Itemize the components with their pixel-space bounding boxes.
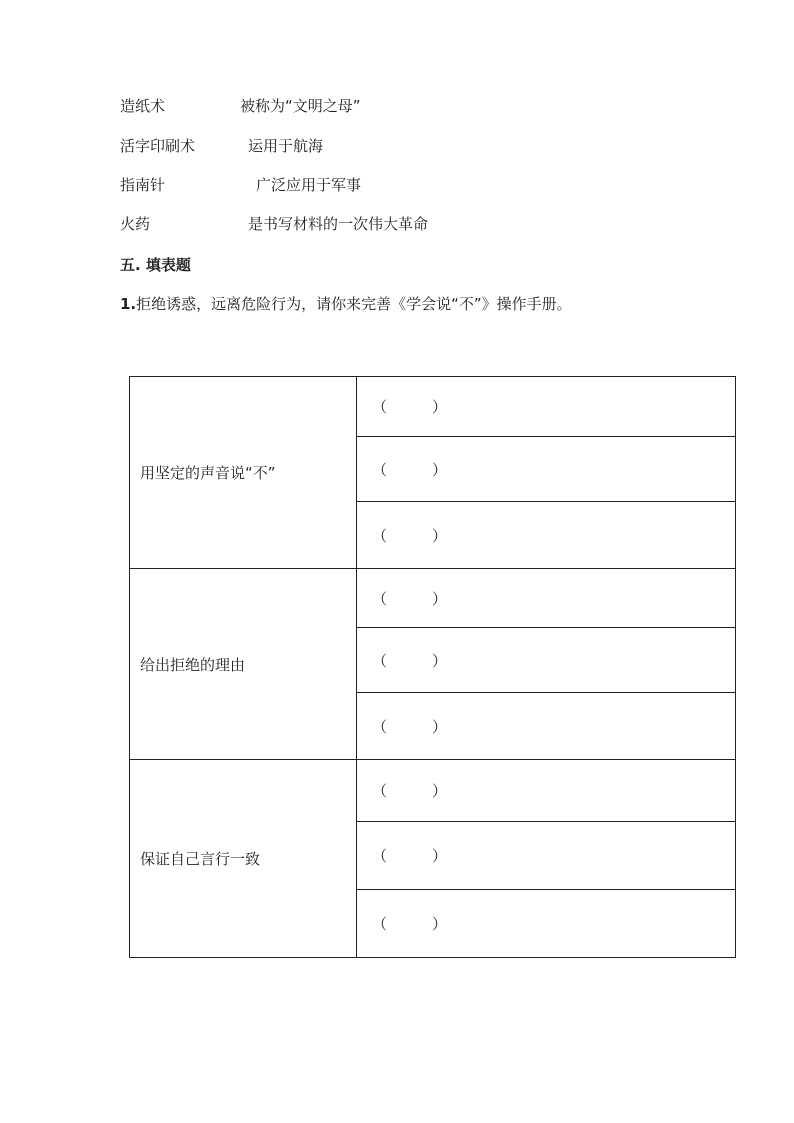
blank-cell[interactable] [357, 377, 736, 437]
blank-cell[interactable] [357, 693, 736, 760]
table-row [130, 569, 736, 628]
category-label: 保证自己言行一致 [140, 850, 261, 868]
blank-parentheses[interactable]: （ ） [372, 847, 448, 865]
category-label: 给出拒绝的理由 [140, 655, 246, 674]
match-description-2: 运用于航海 [248, 137, 324, 155]
blank-parentheses[interactable]: （ ） [372, 782, 448, 800]
table-row [130, 760, 736, 822]
category-label: 用坚定的声音说“不” [140, 464, 276, 482]
blank-parentheses[interactable]: （ ） [372, 460, 448, 479]
handbook-table [129, 376, 736, 958]
blank-parentheses[interactable]: （ ） [372, 526, 448, 545]
blank-parentheses[interactable]: （ ） [372, 398, 448, 416]
category-cell-3 [130, 760, 357, 958]
category-cell-2 [130, 569, 357, 760]
blank-cell[interactable] [357, 822, 736, 890]
section-title: 五. 填表题 [120, 256, 191, 274]
match-description-1: 被称为“文明之母” [240, 97, 361, 115]
blank-cell[interactable] [357, 437, 736, 502]
blank-cell[interactable] [357, 760, 736, 822]
blank-cell[interactable] [357, 890, 736, 958]
blank-cell[interactable] [357, 569, 736, 628]
match-description-3: 广泛应用于军事 [256, 176, 362, 194]
table-row [130, 377, 736, 437]
category-cell-1 [130, 377, 357, 569]
blank-parentheses[interactable]: （ ） [372, 915, 448, 933]
match-term-2: 活字印刷术 [120, 137, 196, 155]
blank-parentheses[interactable]: （ ） [372, 717, 448, 736]
match-description-4: 是书写材料的一次伟大革命 [248, 215, 429, 233]
question-text: 拒绝诱惑，远离危险行为，请你来完善《学会说“不”》操作手册。 [136, 295, 572, 313]
question-1 [120, 294, 572, 314]
match-term-1: 造纸术 [120, 97, 166, 115]
match-term-4: 火药 [120, 215, 151, 233]
match-term-3: 指南针 [120, 176, 166, 194]
blank-parentheses[interactable]: （ ） [372, 651, 448, 670]
blank-cell[interactable] [357, 628, 736, 693]
question-number: 1. [120, 295, 137, 313]
blank-cell[interactable] [357, 502, 736, 569]
blank-parentheses[interactable]: （ ） [372, 589, 448, 608]
